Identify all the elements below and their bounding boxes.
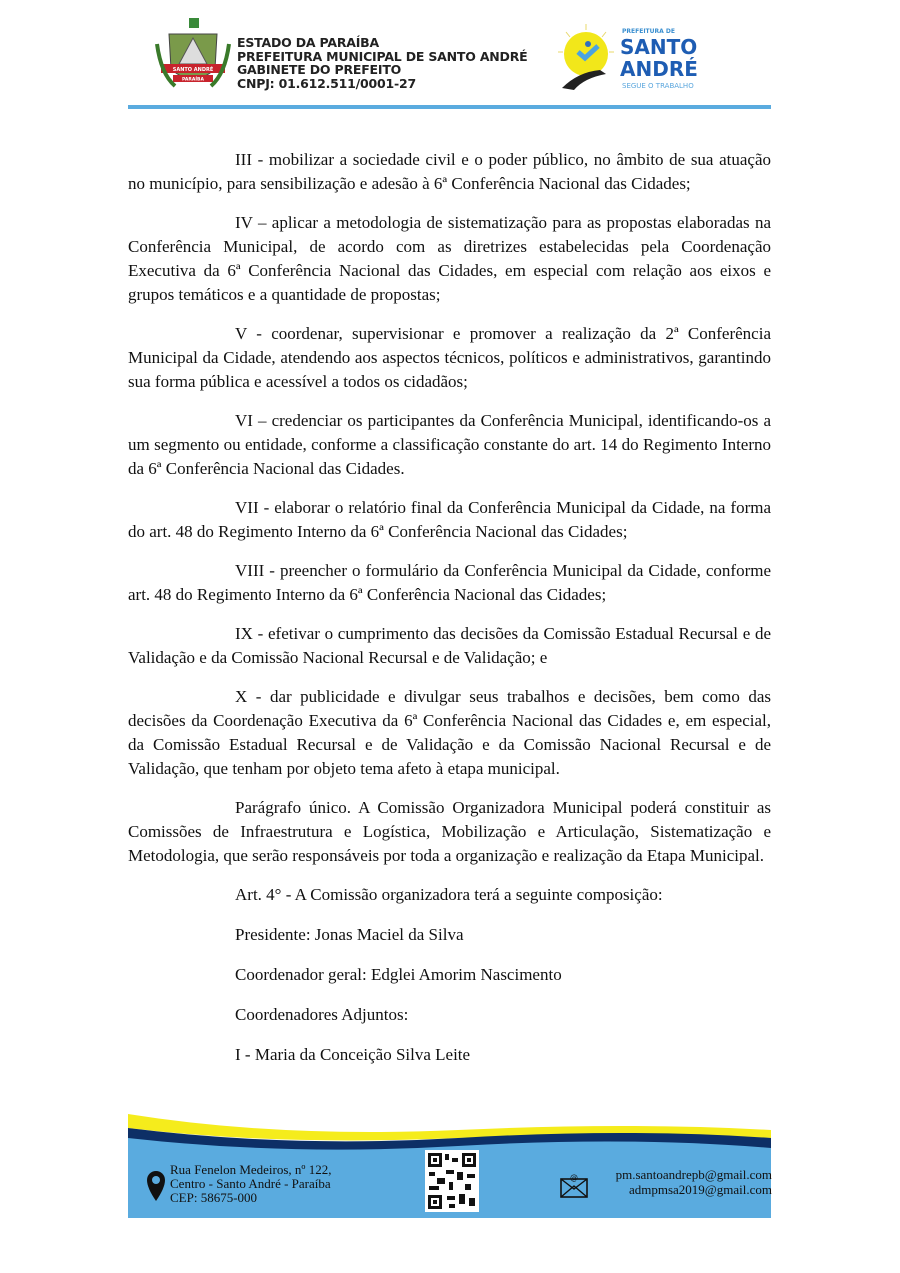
svg-text:@: @ xyxy=(570,1173,578,1182)
paragraph-ix: IX - efetivar o cumprimento das decisões da Comissão Estadual Recursal e de Validação e da Comissão Nacional Recursal e de Validação; e xyxy=(128,624,771,667)
paragraph-vi: VI – credenciar os participantes da Conferência Municipal, identificando-os a um segmento ou entidade, conforme a classificação constante do art. 14 do Regimento Interno da 6ª Conferência Nacional das Cidades. xyxy=(128,411,771,478)
header-cnpj: CNPJ: 01.612.511/0001-27 xyxy=(237,75,417,91)
document-body xyxy=(128,148,771,1083)
qr-code xyxy=(425,1150,479,1212)
logo-tagline: SEGUE O TRABALHO xyxy=(622,82,694,90)
header-office: GABINETE DO PREFEITO xyxy=(237,62,402,77)
municipal-coat-of-arms xyxy=(155,14,231,92)
adjunct-coordinators-heading: Coordenadores Adjuntos: xyxy=(235,1005,409,1024)
logo-name xyxy=(620,36,698,80)
paragraph-iv: IV – aplicar a metodologia de sistematização para as propostas elaboradas na Conferência Municipal, de acordo com as diretrizes estabelecidas pela Coordenação Executiva da 6ª Conferência Nacional das Cidades, em especial com relação aos eixos e grupos temáticos e a quantidade de propostas; xyxy=(128,213,771,304)
header-state: ESTADO DA PARAÍBA xyxy=(237,35,379,50)
crest-name: SANTO ANDRÉ xyxy=(172,67,214,73)
logo-prefix: PREFEITURA DE xyxy=(622,28,675,35)
email-primary[interactable]: pm.santoandrepb@gmail.com xyxy=(615,1167,772,1182)
crest-state: PARAÍBA xyxy=(182,77,204,83)
location-pin-icon xyxy=(146,1170,166,1202)
paragraph-vii: VII - elaborar o relatório final da Conferência Municipal da Cidade, na forma do art. 48 do Regimento Interno da 6ª Conferência Nacional das Cidades; xyxy=(128,498,771,541)
paragraph-v: V - coordenar, supervisionar e promover a realização da 2ª Conferência Municipal da Cidade, atendendo aos aspectos técnicos, políticos e administrativos, garantindo sua forma pública e acessível a todos os cidadãos; xyxy=(128,324,771,391)
article-4: Art. 4° - A Comissão organizadora terá a seguinte composição: xyxy=(235,885,663,904)
address-cep: CEP: 58675-000 xyxy=(170,1190,258,1205)
president-line: Presidente: Jonas Maciel da Silva xyxy=(235,925,464,944)
paragraph-iii: III - mobilizar a sociedade civil e o poder público, no âmbito de sua atuação no município, para sensibilização e adesão à 6ª Conferência Nacional das Cidades; xyxy=(128,150,771,193)
header-divider xyxy=(128,105,771,109)
address-line-2: Centro - Santo André - Paraíba xyxy=(170,1176,331,1191)
general-coordinator-line: Coordenador geral: Edglei Amorim Nascimento xyxy=(235,965,562,984)
paragraph-x: X - dar publicidade e divulgar seus trabalhos e decisões, bem como das decisões da Coordenação Executiva da 6ª Conferência Nacional das Cidades e, em especial, da Comissão Estadual Recursal e de Validação e da Comissão Nacional Recursal e de Validação, que tenham por objeto tema afeto à etapa municipal. xyxy=(128,687,771,778)
logo-name-line1: SANTO xyxy=(620,35,698,59)
address-line-1: Rua Fenelon Medeiros, nº 122, xyxy=(170,1162,332,1177)
adjunct-coordinator-1: I - Maria da Conceição Silva Leite xyxy=(235,1045,471,1064)
logo-name-line2: ANDRÉ xyxy=(620,57,698,81)
footer-emails xyxy=(616,1167,772,1197)
footer-address xyxy=(170,1163,331,1205)
paragraph-sole: Parágrafo único. A Comissão Organizadora Municipal poderá constituir as Comissões de Infraestrutura e Logística, Mobilização e Articulação, Sistematização e Metodologia, que serão responsáveis por toda a organização e realização da Etapa Municipal. xyxy=(128,798,771,865)
header-institution-text xyxy=(237,36,528,90)
email-envelope-icon xyxy=(560,1172,588,1198)
email-secondary[interactable]: admpmsa2019@gmail.com xyxy=(628,1182,772,1197)
paragraph-viii: VIII - preencher o formulário da Conferência Municipal da Cidade, conforme art. 48 do Regimento Interno da 6ª Conferência Nacional das Cidades; xyxy=(128,561,771,604)
header-prefecture: PREFEITURA MUNICIPAL DE SANTO ANDRÉ xyxy=(237,48,528,64)
